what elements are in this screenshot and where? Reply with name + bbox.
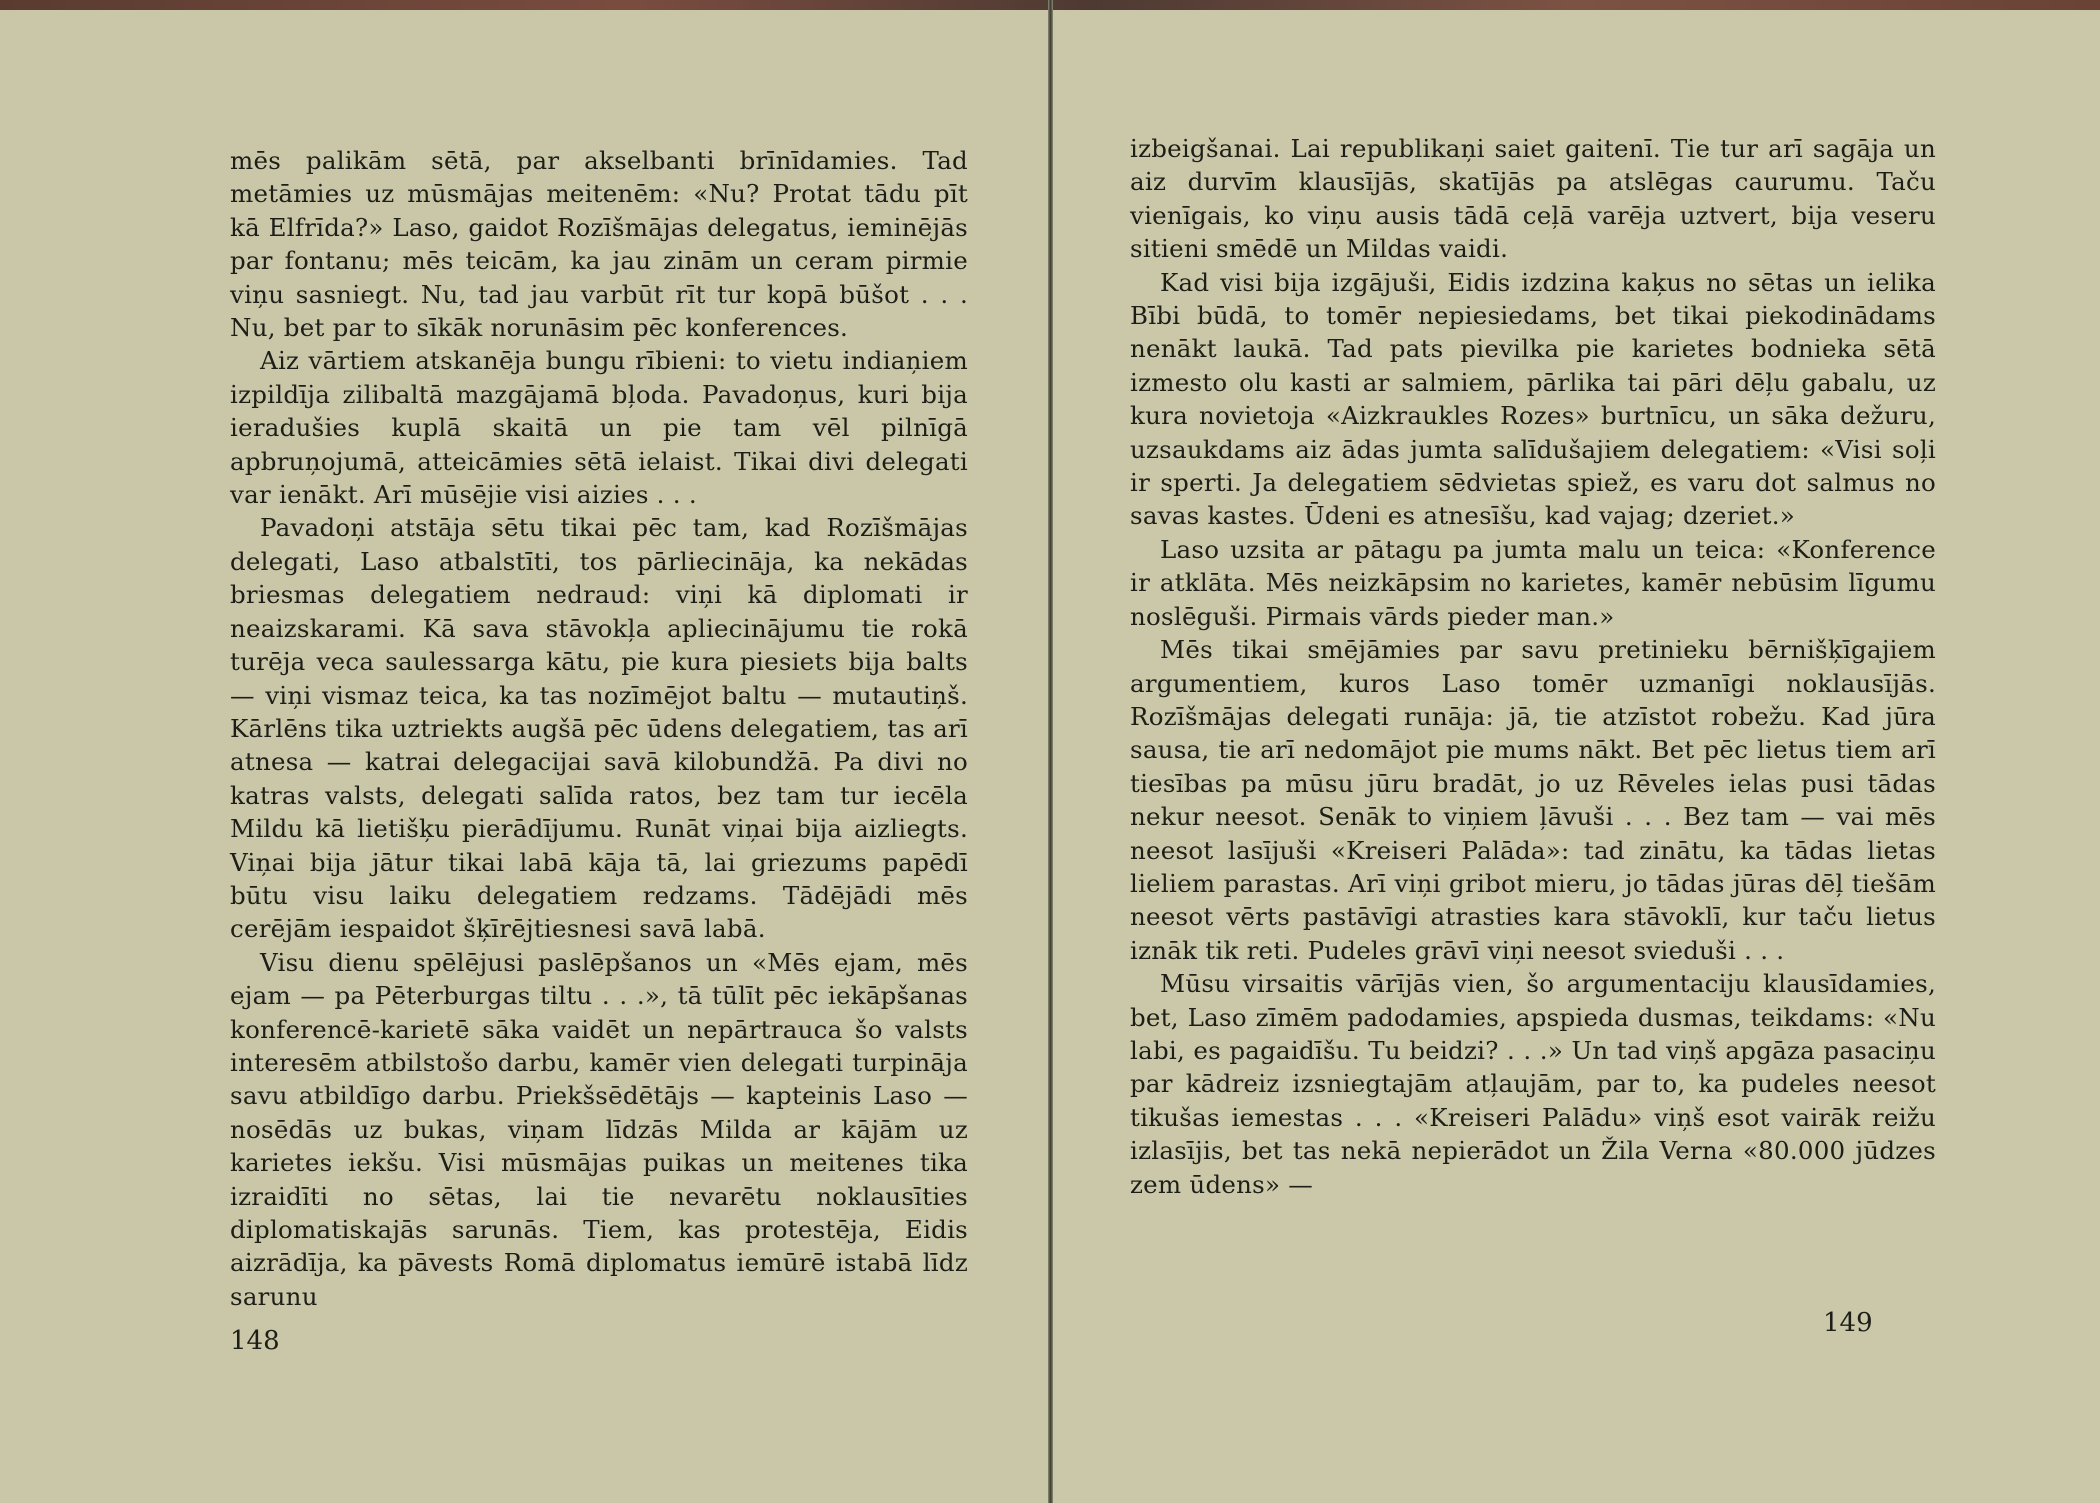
paragraph: Mūsu virsaitis vārījās vien, šo argumentaciju klausīdamies, bet, Laso zīmēm padodamies, apspieda dusmas, teikdams: «Nu labi, es pagaidīšu. Tu beidzi? . . .» Un tad viņš apgāza pasaciņu par kādreiz izsniegtajām atļaujām, par to, ka pudeles neesot tikušas iemestas . . . «Kreiseri Palādu» viņš esot vairāk reižu izlasījis, bet tas nekā nepierādot un Žila Verna «80.000 jūdzes zem ūdens» —: [1130, 969, 1936, 1199]
left-page-text: [230, 144, 968, 1313]
page-number-right: 149: [1823, 1308, 1873, 1338]
paragraph: Laso uzsita ar pātagu pa jumta malu un teica: «Konference ir atklāta. Mēs neizkāpsim no karietes, kamēr nebūsim līgumu noslēguši. Pirmais vārds pieder man.»: [1130, 534, 1936, 631]
paragraph: izbeigšanai. Lai republikaņi saiet gaitenī. Tie tur arī sagāja un aiz durvīm klausījās, skatījās pa atslēgas caurumu. Taču vienīgais, ko viņu ausis tādā ceļā varēja uztvert, bija veseru sitieni smēdē un Mildas vaidi.: [1130, 134, 1936, 264]
paragraph: Pavadoņi atstāja sētu tikai pēc tam, kad Rozīšmājas delegati, Laso atbalstīti, tos pārliecināja, ka nekādas briesmas delegatiem nedraud: viņi kā diplomati ir neaizskarami. Kā sava stāvokļa apliecinājumu tie rokā turēja veca saulessarga kātu, pie kura piesiets bija balts — viņi vismaz teica, ka tas nozīmējot baltu — mutautiņš. Kārlēns tika uztriekts augšā pēc ūdens delegatiem, tas arī atnesa — katrai delegacijai savā kilobundžā. Pa divi no katras valsts, delegati salīda ratos, bez tam tur iecēla Mildu kā lietišķu pierādījumu. Runāt viņai bija aizliegts. Viņai bija jātur tikai labā kāja tā, lai griezums papēdī būtu visu laiku delegatiem redzams. Tādējādi mēs cerējām iespaidot šķīrējtiesnesi savā labā.: [230, 513, 968, 944]
left-page: [0, 10, 1048, 1503]
page-number-left: 148: [230, 1326, 280, 1356]
paragraph: Mēs tikai smējāmies par savu pretinieku bērnišķīgajiem argumentiem, kuros Laso tomēr uzmanīgi noklausījās. Rozīšmājas delegati runāja: jā, tie atzīstot robežu. Kad jūra sausa, tie arī nedomājot pie mums nākt. Bet pēc lietus tiem arī tiesības pa mūsu jūru bradāt, jo uz Rēveles ielas pusi tādas nekur neesot. Senāk to viņiem ļāvuši . . . Bez tam — vai mēs neesot lasījuši «Kreiseri Palāda»: tad zinātu, ka tādas lietas lieliem parastas. Arī viņi gribot mieru, jo tādas jūras dēļ tiešām neesot vērts pastāvīgi atrasties kara stāvoklī, kur taču lietus iznāk tik reti. Pudeles grāvī viņi neesot svieduši . . .: [1130, 635, 1936, 965]
paragraph: Visu dienu spēlējusi paslēpšanos un «Mēs ejam, mēs ejam — pa Pēterburgas tiltu . . .», tā tūlīt pēc iekāpšanas konferencē-karietē sāka vaidēt un nepārtrauca šo valsts interesēm atbilstošo darbu, kamēr vien delegati turpināja savu atbildīgo darbu. Priekšsēdētājs — kapteinis Laso — nosēdās uz bukas, viņam līdzās Milda ar kājām uz karietes iekšu. Visi mūsmājas puikas un meitenes tika izraidīti no sētas, lai tie nevarētu noklausīties diplomatiskajās sarunās. Tiem, kas protestēja, Eidis aizrādīja, ka pāvests Romā diplomatus iemūrē istabā līdz sarunu: [230, 947, 968, 1311]
right-page-text: [1130, 132, 1936, 1201]
right-page: [1053, 10, 2100, 1503]
paragraph: mēs palikām sētā, par akselbanti brīnīdamies. Tad metāmies uz mūsmājas meitenēm: «Nu? Protat tādu pīt kā Elfrīda?» Laso, gaidot Rozīšmājas delegatus, ieminējās par fontanu; mēs teicām, ka jau zinām un ceram pirmie viņu sasniegt. Nu, tad jau varbūt rīt tur kopā būšot . . . Nu, bet par to sīkāk norunāsim pēc konferences.: [230, 146, 968, 343]
paragraph: Aiz vārtiem atskanēja bungu rībieni: to vietu indiaņiem izpildīja zilibaltā mazgājamā bļoda. Pavadoņus, kuri bija ieradušies kuplā skaitā un pie tam vēl pilnīgā apbruņojumā, atteicāmies sētā ielaist. Tikai divi delegati var ienākt. Arī mūsējie visi aizies . . .: [230, 346, 968, 510]
paragraph: Kad visi bija izgājuši, Eidis izdzina kaķus no sētas un ielika Bībi būdā, to tomēr nepiesiedams, bet tikai piekodinādams nenākt laukā. Tad pats pievilka pie karietes bodnieka sētā izmesto olu kasti ar salmiem, pārlika tai pāri dēļu gabalu, uz kura novietoja «Aizkraukles Rozes» burtnīcu, un sāka dežuru, uzsaukdams aiz ādas jumta salīdušajiem delegatiem: «Visi soļi ir sperti. Ja delegatiem sēdvietas spiež, es varu dot salmus no savas kastes. Ūdeni es atnesīšu, kad vajag; dzeriet.»: [1130, 267, 1936, 531]
